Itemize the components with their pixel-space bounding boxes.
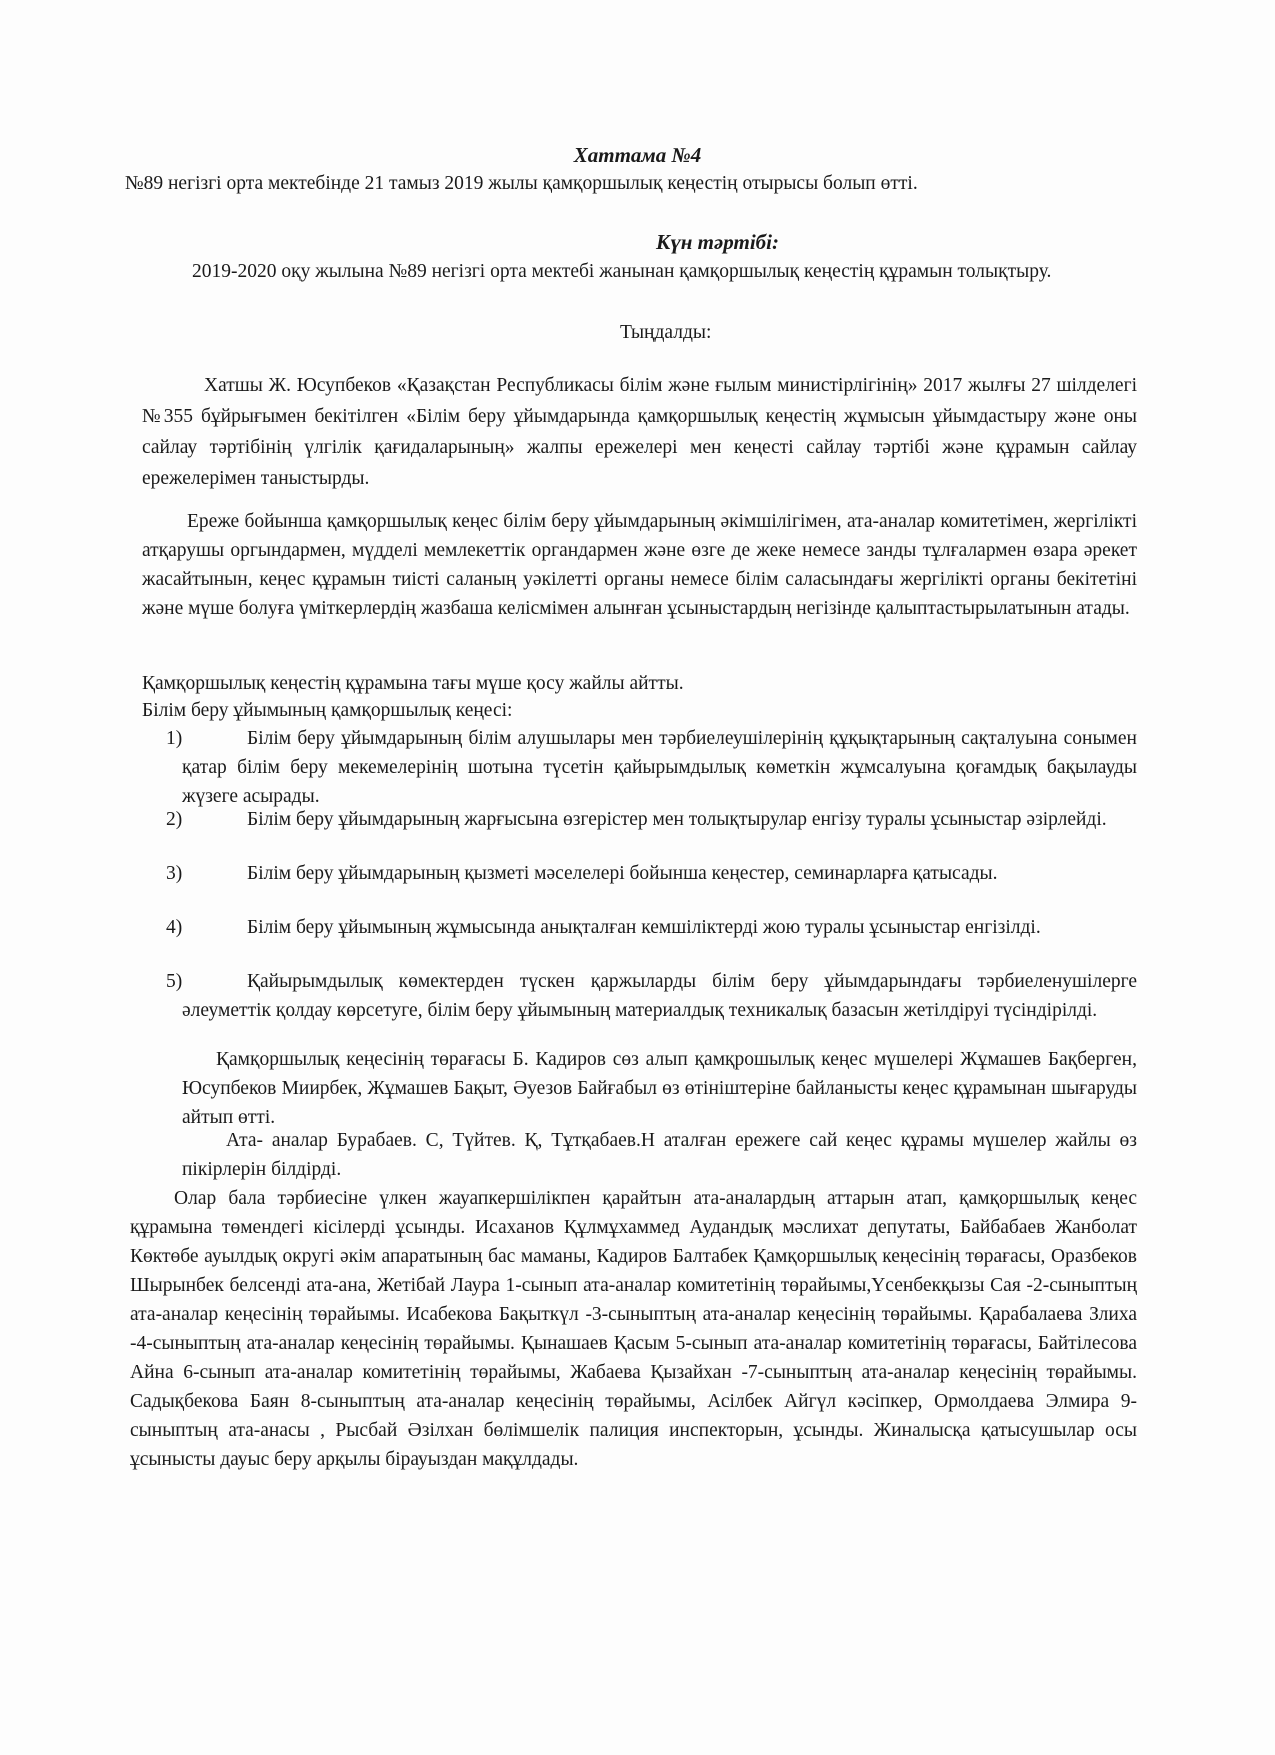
paragraph-chairman: Қамқоршылық кеңесінің төрағасы Б. Кадиров сөз алып қамқрошылық кеңес мүшелері Жұмашев Бақберген, Юсупбеков Миирбек, Жұмашев Бақыт, Әуезов Байғабыл өз өтініштеріне байланысты кеңес құрамынан шығаруды айтып өтті. [182,1049,1137,1128]
document-title: Хаттама №4 [573,143,702,167]
paragraph-nominees: Олар бала тәрбиесіне үлкен жауапкершілікпен қарайтын ата-аналардың аттарын атап, қамқоршылық кеңес құрамына төмендегі кісілерді ұсынды. Исаханов Құлмұхаммед Аудандық мәслихат депутаты, Байбабаев Жанболат Көктөбе ауылдық округі әкім апаратының бас маманы, Кадиров Балтабек Қамқоршылық кеңесінің төрағасы, Оразбеков Шырынбек белсенді ата-ана, Жетібай Лаура 1-сынып ата-аналар комитетінің төрайымы,Үсенбекқызы Сая -2-сыныптың ата-аналар кеңесінің төрайымы. Исабекова Бақыткүл -3-сыныптың ата-аналар кеңесінің төрайымы. Қарабалаева Злиха -4-сыныптың ата-аналар кеңесінің төрайымы. Қынашаев Қасым 5-сынып ата-аналар комитетінің төрағасы, Байтілесова Айна 6-сынып ата-аналар комитетінің төрайымы, Жабаева Қызайхан -7-сыныптың ата-аналар кеңесінің төрайымы. Садықбекова Баян 8-сыныптың ата-аналар кеңесінің төрайымы, Асілбек Айгүл кәсіпкер, Ормолдаева Элмира 9-сыныптың ата-анасы , Рысбай Әзілхан бөлімшелік палиция инспекторын, ұсынды. Жиналысқа қатысушылар осы ұсынысты дауыс беру арқылы бірауыздан мақұлдады. [130,1188,1137,1470]
line-council: Білім беру ұйымының қамқоршылық кеңесі: [142,700,513,721]
paragraph-rules: Ереже бойынша қамқоршылық кеңес білім беру ұйымдарының әкімшілігімен, ата-аналар комитетімен, жергілікті атқарушы оргындармен, мүдделі мемлекеттік органдармен және өзге де жеке немесе занды тұлғалармен өзара әрекет жасайтынын, кеңес құрамын тиісті саланың уәкілетті органы немесе білім саласындағы жергілікті органы бекітетіні және мүше болуға үміткерлердің жазбаша келісмімен алынған ұсыныстардың негізінде қалыптастырылатынын атады. [142,511,1137,619]
list-item-text: Білім беру ұйымдарының қызметі мәселелері бойынша кеңестер, семинарларға қатысады. [247,863,998,884]
list-item-text: Білім беру ұйымдарының білім алушылары мен тәрбиелеушілерінің құқықтарының сақталуына сонымен қатар білім беру мекемелерінің шотына түсетін қайырымдылық көметкін жұмсалуына қоғамдық бақылауды жүзеге асырады. [182,728,1137,807]
list-number: 5) [166,971,183,992]
agenda-title: Күн тәртібі: [655,230,779,254]
list-item-text: Білім беру ұйымының жұмысында анықталған кемшіліктерді жою туралы ұсыныстар енгізілді. [247,917,1041,938]
list-number: 3) [166,863,183,884]
line-add-member: Қамқоршылық кеңестің құрамына тағы мүше қосу жайлы айтты. [142,673,684,694]
intro-text: №89 негізгі орта мектебінде 21 тамыз 2019 жылы қамқоршылық кеңестің отырысы болып өтті. [125,173,918,194]
list-number: 1) [166,728,183,749]
paragraph-secretary: Хатшы Ж. Юсупбеков «Қазақстан Республикасы білім және ғылым министірлігінің» 2017 жылғы 27 шілделегі №355 бұйрығымен бекітілген «Білім беру ұйымдарында қамқоршылық кеңестің жұмысын ұйымдастыру және оны сайлау тәртібінің үлгілік қағидаларының» жалпы ережелері мен кеңесті сайлау тәртібі және құрамын сайлау ережелерімен таныстырды. [142,375,1137,489]
list-number: 2) [166,809,183,830]
agenda-text: 2019-2020 оқу жылына №89 негізгі орта мектебі жанынан қамқоршылық кеңестің құрамын толықтыру. [192,261,1052,282]
list-item-text: Білім беру ұйымдарының жарғысына өзгерістер мен толықтырулар енгізу туралы ұсыныстар әзірлейді. [247,809,1107,830]
list-number: 4) [166,917,183,938]
listened-title: Тыңдалды: [620,322,712,343]
paragraph-parents: Ата- аналар Бурабаев. С, Түйтев. Қ, Тұтқабаев.Н аталған ережеге сай кеңес құрамы мүшелер жайлы өз пікірлерін білдірді. [182,1130,1137,1180]
list-item-text: Қайырымдылық көмектерден түскен қаржыларды білім беру ұйымдарындағы тәрбиеленушілерге әлеуметтік қолдау көрсетуге, білім беру ұйымының материалдық техникалық базасын жетілдіруі түсіндірілді. [182,971,1137,1021]
